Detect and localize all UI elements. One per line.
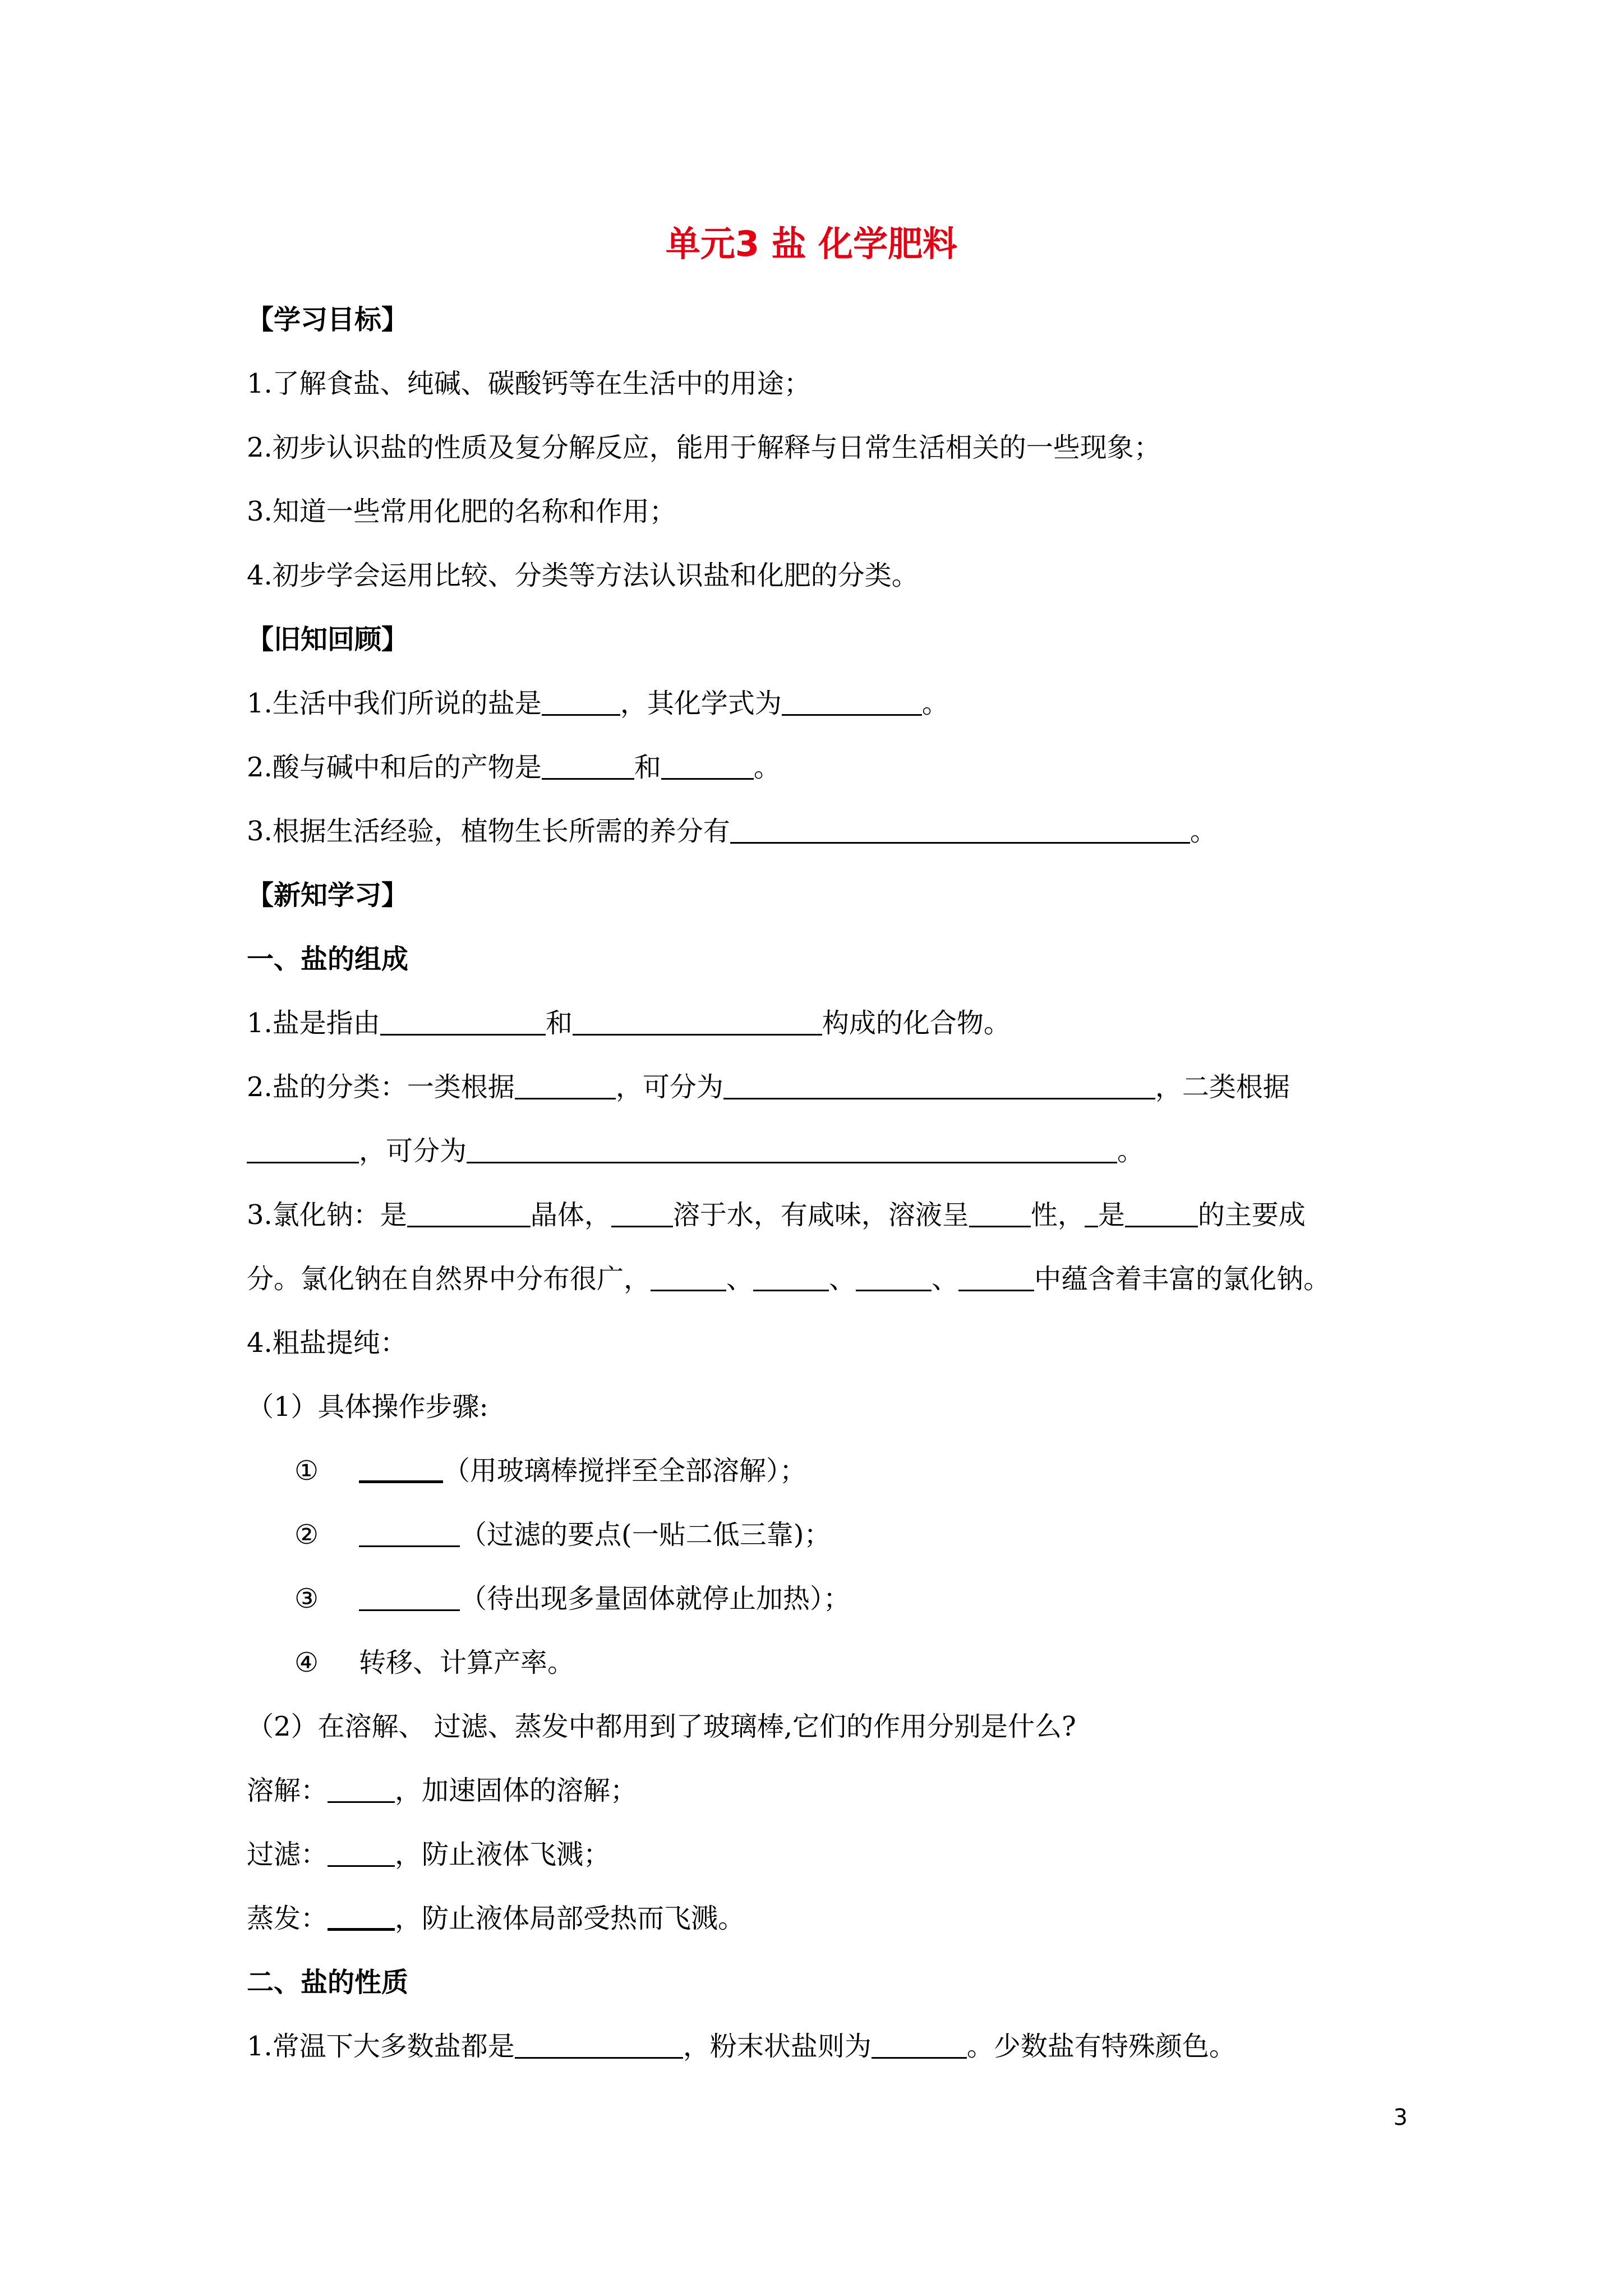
- part1-question-4-1: （1）具体操作步骤:: [247, 1391, 488, 1423]
- role-filter: 过滤： ，防止液体飞溅；: [247, 1839, 611, 1870]
- part1-question-3-line1: 3.氯化钠：是 晶体， 溶于水，有咸味，溶液呈 性， 是 的主要成: [247, 1199, 1306, 1231]
- step-2: ② （过滤的要点(一贴二低三靠)；: [294, 1519, 831, 1550]
- review-question-2: 2.酸与碱中和后的产物是 和 。: [247, 752, 781, 783]
- answer-blank[interactable]: [380, 1009, 546, 1036]
- answer-blank[interactable]: [515, 2032, 683, 2059]
- part1-question-4-2: （2）在溶解、 过滤、蒸发中都用到了玻璃棒,它们的作用分别是什么?: [247, 1711, 1076, 1742]
- answer-blank[interactable]: [651, 1265, 726, 1291]
- step-4: ④ 转移、计算产率。: [294, 1647, 575, 1678]
- part2-heading: 二、盐的性质: [247, 1967, 409, 1998]
- goal-4: 4.初步学会运用比较、分类等方法认识盐和化肥的分类。: [247, 560, 919, 591]
- answer-blank[interactable]: [515, 1073, 616, 1099]
- answer-blank[interactable]: [958, 1265, 1034, 1291]
- answer-blank[interactable]: [407, 1201, 531, 1227]
- answer-blank[interactable]: [542, 753, 634, 780]
- step-3: ③ （待出现多量固体就停止加热）；: [294, 1583, 851, 1614]
- goal-1: 1.了解食盐、纯碱、碳酸钙等在生活中的用途；: [247, 368, 811, 399]
- answer-blank[interactable]: [1125, 1201, 1198, 1227]
- review-question-3: 3.根据生活经验，植物生长所需的养分有 。: [247, 816, 1217, 847]
- answer-blank[interactable]: [872, 2032, 967, 2059]
- goal-2: 2.初步认识盐的性质及复分解反应，能用于解释与日常生活相关的一些现象；: [247, 432, 1161, 463]
- section-goals-heading: 【学习目标】: [247, 304, 409, 335]
- answer-blank[interactable]: [969, 1201, 1031, 1227]
- part1-question-2-line2: ，可分为 。: [247, 1133, 1399, 1169]
- page-title: 单元3 盐 化学肥料: [665, 223, 958, 264]
- role-dissolve: 溶解： ，加速固体的溶解；: [247, 1775, 638, 1806]
- part1-question-1: 1.盐是指由 和 构成的化合物。: [247, 1007, 1011, 1039]
- part2-question-1: 1.常温下大多数盐都是 ，粉末状盐则为 。少数盐有特殊颜色。: [247, 2031, 1236, 2062]
- answer-blank[interactable]: [467, 1137, 1117, 1163]
- answer-blank[interactable]: [247, 1137, 359, 1163]
- answer-blank[interactable]: [1085, 1201, 1098, 1227]
- page-number: 3: [1393, 2105, 1408, 2131]
- answer-blank[interactable]: [359, 1456, 443, 1483]
- part1-question-4: 4.粗盐提纯：: [247, 1327, 407, 1359]
- section-review-heading: 【旧知回顾】: [247, 624, 409, 655]
- answer-blank[interactable]: [328, 1841, 395, 1867]
- step-1: ① （用玻璃棒搅拌至全部溶解）；: [294, 1455, 807, 1487]
- answer-blank[interactable]: [328, 1777, 395, 1803]
- review-question-1: 1.生活中我们所说的盐是 ，其化学式为 。: [247, 688, 949, 719]
- answer-blank[interactable]: [753, 1265, 829, 1291]
- answer-blank[interactable]: [856, 1265, 932, 1291]
- answer-blank[interactable]: [359, 1585, 460, 1611]
- part1-heading: 一、盐的组成: [247, 944, 409, 975]
- answer-blank[interactable]: [661, 753, 754, 780]
- role-evaporate: 蒸发： ，防止液体局部受热而飞溅。: [247, 1903, 745, 1934]
- answer-blank[interactable]: [782, 689, 922, 716]
- part1-question-3-line2: 分。氯化钠在自然界中分布很广， 、 、 、 中蕴含着丰富的氯化钠。: [247, 1263, 1331, 1295]
- section-new-heading: 【新知学习】: [247, 880, 409, 911]
- answer-blank[interactable]: [359, 1521, 460, 1547]
- answer-blank[interactable]: [328, 1903, 395, 1931]
- answer-blank[interactable]: [611, 1201, 673, 1227]
- goal-3: 3.知道一些常用化肥的名称和作用；: [247, 496, 676, 527]
- answer-blank[interactable]: [573, 1009, 822, 1036]
- answer-blank[interactable]: [723, 1073, 1155, 1099]
- answer-blank[interactable]: [730, 817, 1190, 844]
- answer-blank[interactable]: [542, 689, 620, 716]
- part1-question-2-line1: 2.盐的分类：一类根据 ，可分为 ，二类根据: [247, 1071, 1290, 1103]
